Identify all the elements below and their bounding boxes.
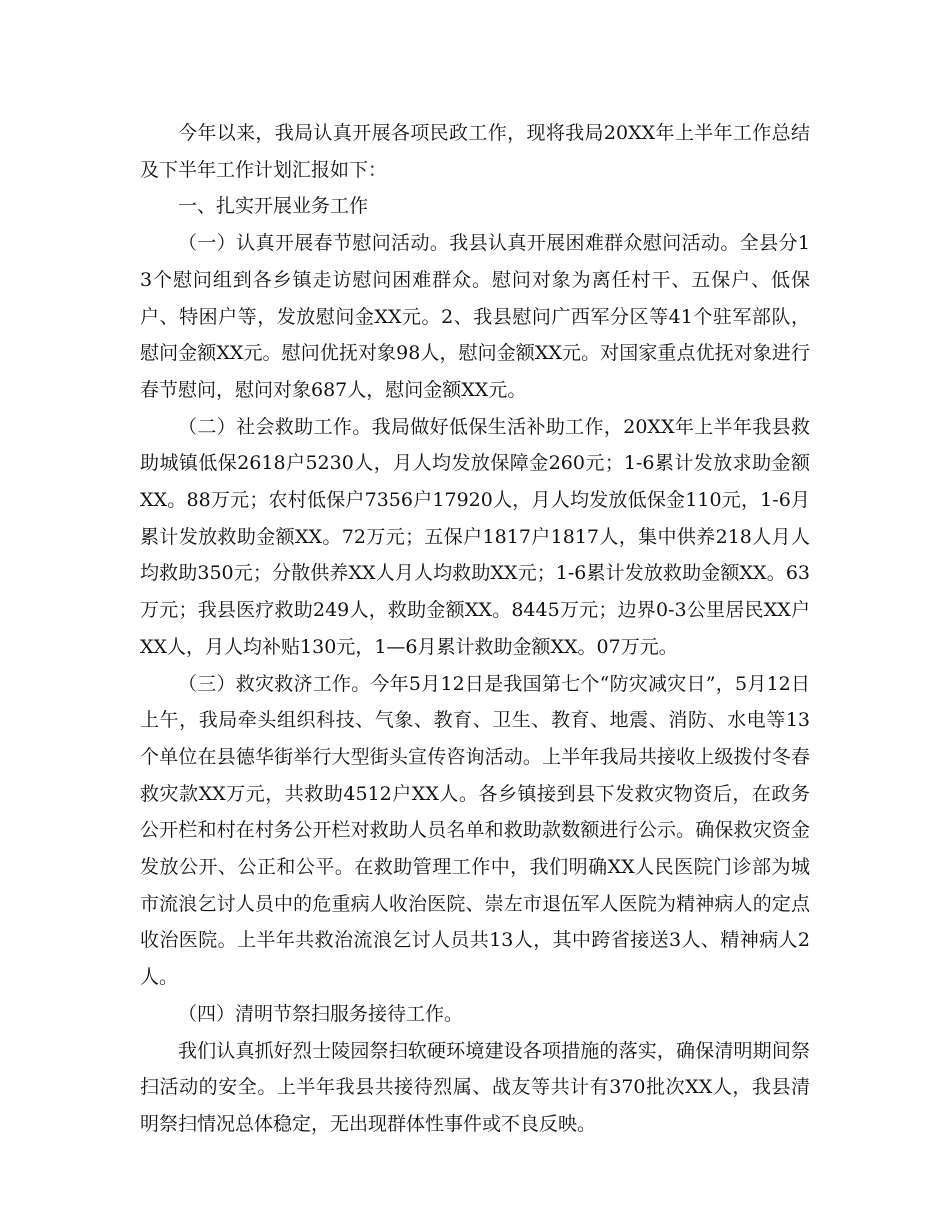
qingming-paragraph: 我们认真抓好烈士陵园祭扫软硬环境建设各项措施的落实，确保清明期间祭扫活动的安全。上半年我县共接待烈属、战友等共计有370批次XX人，我县清明祭扫情况总体稳定，无出现群体性事件或不良反映。 (140, 1039, 810, 1135)
subsection-spring-festival: （一）认真开展春节慰问活动。我县认真开展困难群众慰问活动。全县分13个慰问组到各乡镇走访慰问困难群众。慰问对象为离任村干、五保户、低保户、特困户等，发放慰问金XX元。2、我县慰问广西军分区等41个驻军部队，慰问金额XX元。慰问优抚对象98人，慰问金额XX元。对国家重点优抚对象进行春节慰问，慰问对象687人，慰问金额XX元。 (140, 232, 810, 401)
subsection-disaster-relief: （三）救灾救济工作。今年5月12日是我国第七个“防灾减灾日”，5月12日上午，我局牵头组织科技、气象、教育、卫生、教育、地震、消防、水电等13个单位在县德华街举行大型街头宣传咨询活动。上半年我局共接收上级拨付冬春救灾款XX万元，共救助4512户XX人。各乡镇接到县下发救灾物资后，在政务公开栏和村在村务公开栏对救助人员名单和救助款数额进行公示。确保救灾资金发放公开、公正和公平。在救助管理工作中，我们明确XX人民医院门诊部为城市流浪乞讨人员中的危重病人收治医院、崇左市退伍军人医院为精神病人的定点收治医院。上半年共救治流浪乞讨人员共13人，其中跨省接送3人、精神病人2人。 (140, 672, 810, 989)
subsection-social-assistance: （二）社会救助工作。我局做好低保生活补助工作，20XX年上半年我县救助城镇低保2618户5230人，月人均发放保障金260元；1-6累计发放求助金额XX。88万元；农村低保户7356户17920人，月人均发放低保金110元，1-6月累计发放救助金额XX。72万元；五保户1817户1817人，集中供养218人月人均救助350元；分散供养XX人月人均救助XX元；1-6累计发放救助金额XX。63万元；我县医疗救助249人，救助金额XX。8445万元；边界0-3公里居民XX户XX人，月人均补贴130元，1—6月累计救助金额XX。07万元。 (140, 415, 810, 658)
section-heading-1: 一、扎实开展业务工作 (178, 195, 369, 218)
intro-paragraph: 今年以来，我局认真开展各项民政工作，现将我局20XX年上半年工作总结及下半年工作计划汇报如下： (140, 122, 810, 181)
document-body (140, 115, 810, 1143)
subsection-qingming-heading: （四）清明节祭扫服务接待工作。 (178, 1002, 464, 1025)
